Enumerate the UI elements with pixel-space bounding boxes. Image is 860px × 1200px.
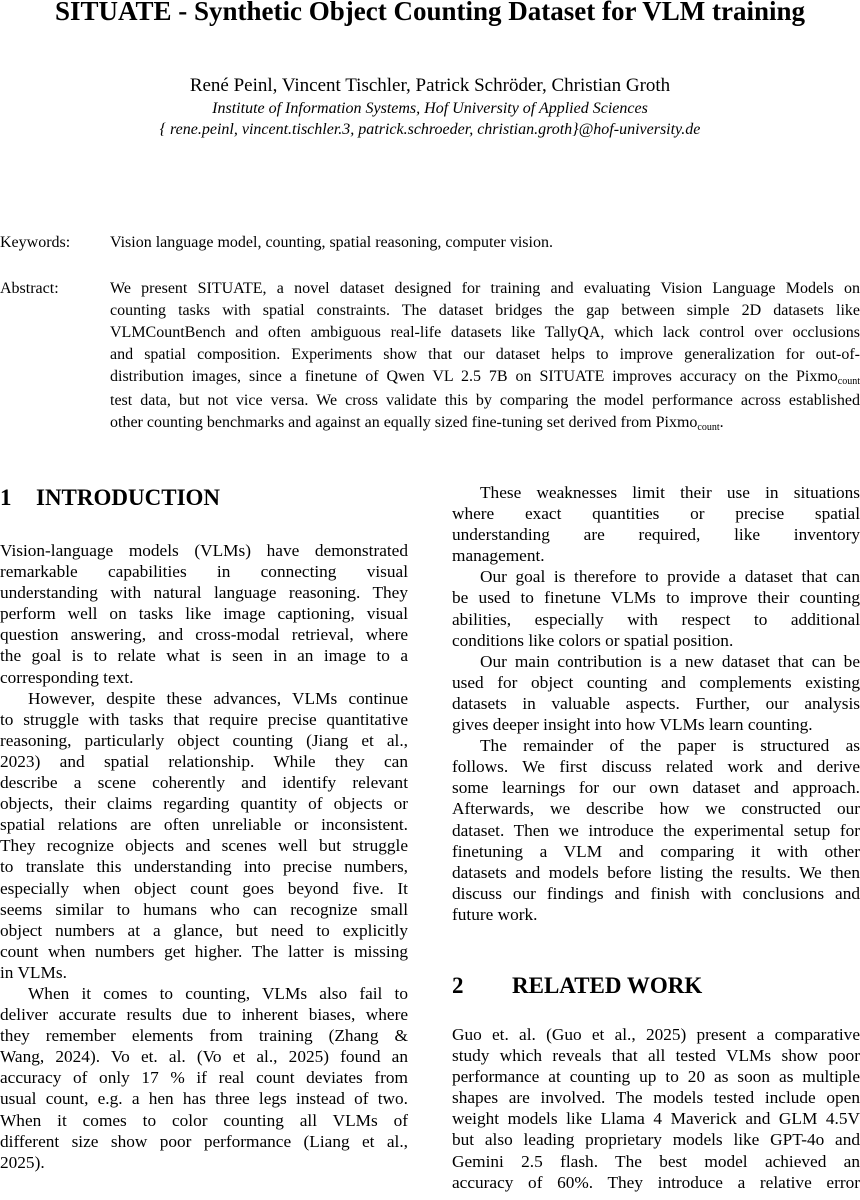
text-line: However, despite these advances, VLMs continue [28, 688, 408, 708]
paragraph [0, 983, 408, 1173]
text-line: object numbers at a glance, but need to explicitly [0, 920, 408, 940]
text-line: conditions like colors or spatial position. [452, 630, 734, 650]
text-line: These weaknesses limit their use in situations [480, 483, 860, 502]
text-line: dataset. Then we introduce the experimental setup for [452, 820, 860, 840]
abstract-line: distribution images, since a finetune of Qwen VL 2.5 7B on SITUATE improves accuracy on the Pixmo$_{count}$ [110, 368, 860, 387]
text-line: remarkable capabilities in connecting visual [0, 562, 408, 582]
text-line: seems similar to humans who can recognize small [0, 899, 408, 919]
text-line: to translate this understanding into precise numbers, [0, 857, 408, 877]
author-list: René Peinl, Vincent Tischler, Patrick Schröder, Christian Groth [189, 75, 671, 96]
text-line: future work. [452, 904, 538, 924]
paper-title: SITUATE - Synthetic Object Counting Dataset for VLM training [54, 0, 805, 26]
section-title: INTRODUCTION [36, 485, 221, 510]
text-line: understanding are required, like inventory [452, 525, 860, 545]
text-line: When it comes to color counting all VLMs of [0, 1110, 408, 1130]
text-line: some learnings for our own dataset and approach. [452, 778, 860, 798]
paragraph [0, 688, 408, 983]
text-line: Our goal is therefore to provide a dataset that can [480, 567, 860, 587]
related-work-column [452, 1024, 860, 1193]
abstract-line: test data, but not vice versa. We cross validate this by comparing the model performance across established [110, 392, 860, 409]
text-line: reasoning, particularly object counting (Jiang et al., [0, 730, 408, 750]
right-column [452, 482, 860, 925]
text-line: accuracy of only 17 % if real count deviates from [0, 1068, 408, 1088]
paragraph [0, 540, 408, 688]
text-line: abilities, especially with respect to additional [452, 609, 860, 629]
text-line: Gemini 2.5 flash. The best model achieved an [452, 1151, 860, 1171]
text-line: follows. We first discuss related work and derive [452, 757, 860, 777]
text-line: weight models like Llama 4 Maverick and GLM 4.5V [452, 1109, 860, 1129]
section-title: RELATED WORK [512, 973, 703, 998]
keywords-text: Vision language model, counting, spatial reasoning, computer vision. [110, 234, 553, 251]
text-line: gives deeper insight into how VLMs learn counting. [452, 715, 813, 735]
text-line: deliver accurate results due to inherent biases, where [0, 1005, 408, 1025]
text-line: where exact quantities or precise spatial [452, 504, 860, 524]
abstract-text [110, 278, 860, 436]
section-number: 2 [452, 973, 464, 998]
text-line: corresponding text. [0, 667, 134, 687]
text-line: study which reveals that all tested VLMs show poor [452, 1046, 860, 1066]
section-number: 1 [0, 485, 12, 510]
text-line: management. [452, 546, 545, 566]
text-line: to struggle with tasks that require precise quantitative [0, 709, 408, 729]
paragraph [452, 566, 860, 650]
text-line: objects, their claims regarding quantity of objects or [0, 794, 408, 814]
abstract-line: counting tasks with spatial constraints. The dataset bridges the gap between simple 2D datasets like [110, 302, 860, 319]
text-line: usual count, e.g. a hen has three legs instead of two. [0, 1089, 408, 1109]
text-line: The remainder of the paper is structured as [480, 736, 860, 756]
text-line: discuss our findings and finish with conclusions and [452, 883, 860, 903]
text-line: Guo et. al. (Guo et al., 2025) present a comparative [452, 1025, 860, 1044]
section-heading-introduction [0, 484, 220, 512]
text-line: datasets in valuable aspects. Further, our analysis [452, 693, 860, 713]
text-line: performance at counting up to 20 as soon as multiple [452, 1067, 860, 1087]
text-line: shapes are involved. The models tested include open [452, 1088, 860, 1108]
paragraph [452, 1024, 860, 1193]
text-line: used for object counting and complements existing [452, 672, 860, 692]
abstract-line: other counting benchmarks and against an equally sized fine-tuning set derived from Pixmo$_{count}$. [110, 414, 724, 433]
text-line: They recognize objects and scenes well but struggle [0, 836, 408, 856]
text-line: different size show poor performance (Liang et al., [0, 1131, 408, 1151]
keywords-label: Keywords: [0, 234, 71, 251]
left-column [0, 540, 408, 1173]
section-heading-related-work [452, 972, 702, 1000]
paragraph [452, 735, 860, 925]
text-line: question answering, and cross-modal retrieval, where [0, 625, 408, 645]
text-line: Afterwards, we describe how we constructed our [452, 799, 860, 819]
text-line: datasets and models before listing the results. We then [452, 862, 860, 882]
text-line: Wang, 2024). Vo et. al. (Vo et al., 2025) found an [0, 1047, 408, 1067]
text-line: 2025). [0, 1152, 45, 1172]
text-line: Our main contribution is a new dataset that can be [480, 651, 860, 671]
text-line: especially when object count goes beyond five. It [0, 878, 408, 898]
text-line: in VLMs. [0, 962, 67, 982]
text-line: accuracy of 60%. They introduce a relative error [452, 1172, 860, 1192]
paragraph [452, 482, 860, 566]
text-line: When it comes to counting, VLMs also fail to [28, 983, 408, 1003]
affiliation: Institute of Information Systems, Hof University of Applied Sciences [212, 100, 648, 117]
text-line: describe a scene coherently and identify relevant [0, 773, 408, 793]
text-line: but also leading proprietary models like GPT-4o and [452, 1130, 860, 1150]
text-line: Vision-language models (VLMs) have demonstrated [0, 541, 408, 560]
text-line: they remember elements from training (Zhang & [0, 1026, 408, 1046]
abstract-label: Abstract: [0, 280, 59, 297]
abstract-line: We present SITUATE, a novel dataset designed for training and evaluating Vision Language Models on [110, 280, 860, 297]
text-line: 2023) and spatial relationship. While they can [0, 751, 408, 771]
subscript-count: count [837, 376, 860, 387]
subscript-count: count [697, 422, 720, 433]
text-line: perform well on tasks like image captioning, visual [0, 604, 408, 624]
text-line: understanding with natural language reasoning. They [0, 583, 408, 603]
text-line: the goal is to relate what is seen in an image to a [0, 646, 408, 666]
author-emails: { rene.peinl, vincent.tischler.3, patrick.schroeder, christian.groth}@hof-university.de [159, 121, 701, 138]
text-line: finetuning a VLM and comparing it with other [452, 841, 860, 861]
abstract-line: and spatial composition. Experiments show that our dataset helps to improve generalization for out-of- [110, 346, 860, 363]
text-line: count when numbers get higher. The latter is missing [0, 941, 408, 961]
text-line: be used to finetune VLMs to improve their counting [452, 588, 860, 608]
abstract-line: VLMCountBench and often ambiguous real-life datasets like TallyQA, which lack control over occlusions [110, 324, 860, 341]
paragraph [452, 651, 860, 735]
text-line: spatial relations are often unreliable or inconsistent. [0, 815, 408, 835]
